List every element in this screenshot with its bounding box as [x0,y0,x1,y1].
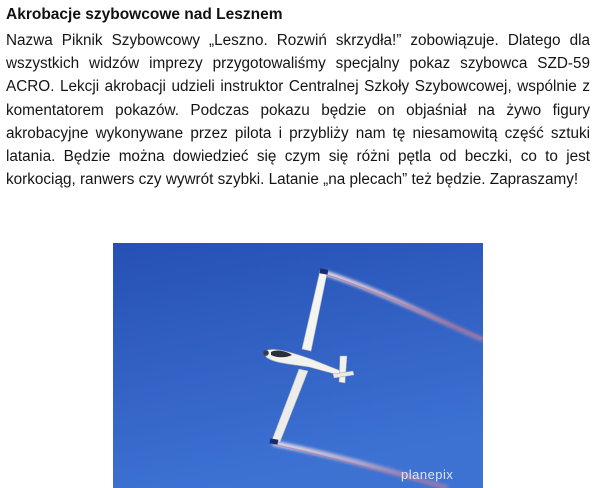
glider-photo [113,243,483,488]
photo-watermark: planepix [401,467,454,482]
article [6,4,590,191]
article-title: Akrobacje szybowcowe nad Lesznem [6,6,283,23]
article-body: Nazwa Piknik Szybowcowy „Leszno. Rozwiń skrzydła!” zobowiązuje. Dlatego dla wszystkich widzów imprezy przygotowaliśmy specjalny pokaz szybowca SZD-59 ACRO. Lekcji akrobacji udzieli instruktor Centralnej Szkoły Szybowcowej, wspólnie z komentatorem pokazów. Podczas pokazu będzie on objaśniał na żywo figury akrobacyjne wykonywane przez pilota i przybliży nam tę niesamowitą część sztuki latania. Będzie można dowiedzieć się czym się różni pętla od beczki, co to jest korkociąg, ranwers czy wywrót szybki. Latanie „na plecach” też będzie. Zapraszamy! [6,32,590,189]
glider-photo-image [113,243,483,488]
